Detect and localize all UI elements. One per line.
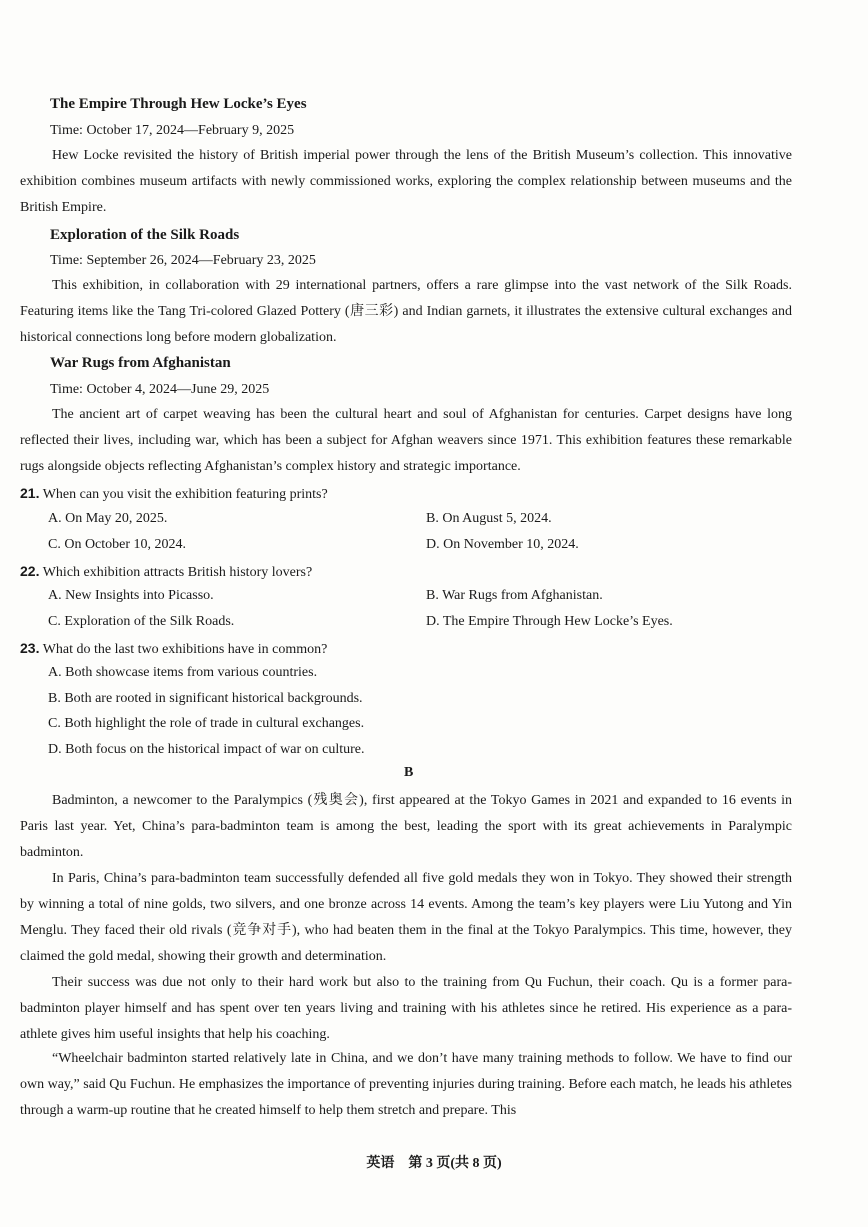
passage-paragraph: Badminton, a newcomer to the Paralympics (残奥会), first appeared at the Tokyo Games in 2021 and expanded to 16 events in Paris last year. Yet, China’s para-badminton team is among the best, leading the sport with its great achievements in Paralympic badminton. [20, 793, 792, 860]
passage-paragraph: “Wheelchair badminton started relatively late in China, and we don’t have many training methods to follow. We have to find our own way,” said Qu Fuchun. He emphasizes the importance of preventing injuries during training. Before each match, he leads his athletes through a warm-up routine that he created himself to help them stretch and prepare. This [20, 1051, 792, 1118]
answer-option: A. Both showcase items from various countries. [48, 665, 318, 680]
exhibition-time: Time: October 4, 2024—June 29, 2025 [50, 382, 270, 397]
exhibition-description: Hew Locke revisited the history of British imperial power through the lens of the British Museum’s collection. This innovative exhibition combines museum artifacts with newly commissioned works, exploring the complex relationship between museums and the British Empire. [20, 148, 792, 215]
exhibition-title: Exploration of the Silk Roads [50, 227, 240, 243]
section-heading: B [404, 765, 414, 780]
answer-option: C. On October 10, 2024. [48, 537, 187, 552]
exhibition-time: Time: October 17, 2024—February 9, 2025 [50, 123, 295, 138]
question-stem: 23. What do the last two exhibitions have in common? [20, 640, 328, 657]
answer-option: A. New Insights into Picasso. [48, 588, 214, 603]
answer-option: B. On August 5, 2024. [426, 511, 552, 526]
answer-option: B. War Rugs from Afghanistan. [426, 588, 603, 603]
page-footer: 英语 第 3 页(共 8 页) [366, 1156, 502, 1171]
question-stem: 21. When can you visit the exhibition featuring prints? [20, 485, 328, 502]
exhibition-title: The Empire Through Hew Locke’s Eyes [50, 96, 307, 112]
exhibition-description: The ancient art of carpet weaving has been the cultural heart and soul of Afghanistan for centuries. Carpet designs have long reflected their lives, including war, which has been a subject for Afghan weavers since 1971. This exhibition features these remarkable rugs alongside objects reflecting Afghanistan’s complex history and strategic importance. [20, 407, 792, 474]
answer-option: A. On May 20, 2025. [48, 511, 168, 526]
answer-option: D. The Empire Through Hew Locke’s Eyes. [426, 614, 673, 629]
answer-option: D. Both focus on the historical impact of war on culture. [48, 742, 365, 757]
answer-option: B. Both are rooted in significant historical backgrounds. [48, 691, 363, 706]
exhibition-description: This exhibition, in collaboration with 29 international partners, offers a rare glimpse into the vast network of the Silk Roads. Featuring items like the Tang Tri-colored Glazed Pottery (唐三彩) and Indian garnets, it illustrates the extensive cultural exchanges and historical connections long before modern globalization. [20, 278, 792, 345]
exhibition-title: War Rugs from Afghanistan [50, 355, 231, 371]
answer-option: D. On November 10, 2024. [426, 537, 579, 552]
answer-option: C. Exploration of the Silk Roads. [48, 614, 235, 629]
exhibition-time: Time: September 26, 2024—February 23, 2025 [50, 253, 316, 268]
question-stem: 22. Which exhibition attracts British history lovers? [20, 563, 313, 580]
passage-paragraph: In Paris, China’s para-badminton team successfully defended all five gold medals they won in Tokyo. They showed their strength by winning a total of nine golds, two silvers, and one bronze across 14 events. Among the team’s key players were Liu Yutong and Yin Menglu. They faced their old rivals (竞争对手), who had beaten them in the final at the Tokyo Paralympics. This time, however, they claimed the gold medal, showing their growth and determination. [20, 871, 792, 964]
answer-option: C. Both highlight the role of trade in cultural exchanges. [48, 716, 365, 731]
passage-paragraph: Their success was due not only to their hard work but also to the training from Qu Fuchun, their coach. Qu is a former para-badminton player himself and has spent over ten years living and training with his athletes since he retired. His experience as a para-athlete gives him useful insights that help his coaching. [20, 975, 792, 1042]
